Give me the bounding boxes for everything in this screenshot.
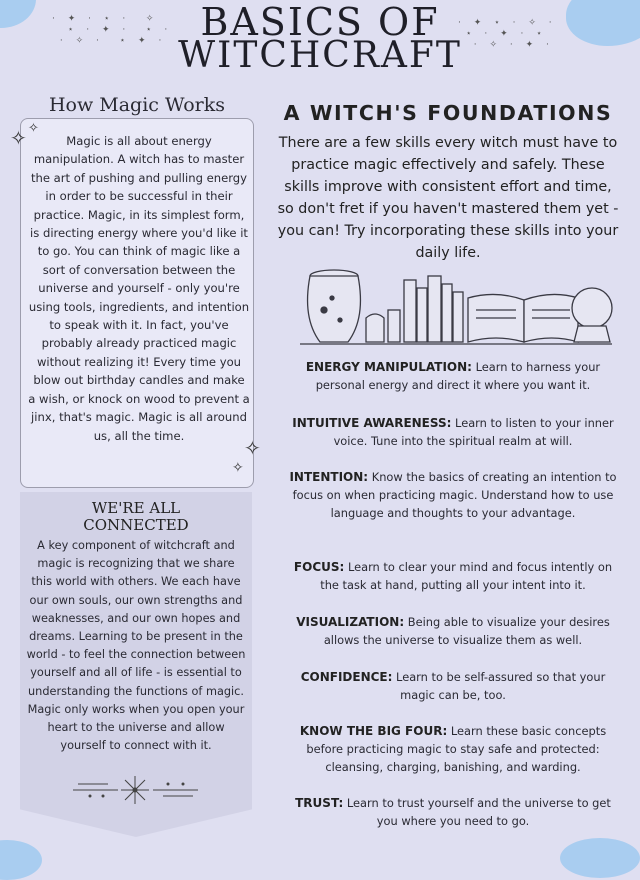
how-magic-works-heading: How Magic Works [48,94,226,116]
page-title-line-1: BASICS OF [200,0,440,44]
connected-banner-title [20,500,252,534]
skill-confidence: CONFIDENCE: Learn to be self-assured so that your magic can be, too. [300,670,606,702]
skill-intuitive-awareness: INTUITIVE AWARENESS: Learn to listen to your inner voice. Tune into the spiritual realm at will. [292,416,614,448]
sparkle-icon: ✧ [10,126,27,150]
connected-title-line-1: WE'RE ALL [91,499,181,517]
skill-visualization: VISUALIZATION: Being able to visualize your desires allows the universe to visualize them as well. [296,615,610,647]
star-cluster-icon: · ✦ ⋆ · ✧ · ⋆ · ✦ · ⋆ · ✧ · ✦ · [458,18,557,50]
how-magic-works-text: Magic is all about energy manipulation. A witch has to master the art of pushing and pulling energy in order to be successful in their practice. Magic, in its simplest form, is directing energy where you'd like it to go. You can think of magic like a sort of conversation between the universe and yourself - only you're using tools, ingredients, and intention to speak with it. In fact, you've probably already practiced magic without realizing it! Every time you blow out birthday candles and make a wish, or knock on wood to prevent a jinx, that's magic. Magic is all around us, all the time. [28,134,250,443]
decor-blob-top-left [0,0,36,28]
star-cluster-icon: · ✦ · ⋆ · ✧ ⋆ · ✦ · ⋆ · · ✧ · ⋆ ✦ · [52,14,173,46]
skill-trust: TRUST: Learn to trust yourself and the universe to get you where you need to go. [295,796,611,828]
witch-foundations-intro: There are a few skills every witch must have to practice magic effectively and safely. These skills improve with consistent effort and time, so don't fret if you haven't mastered them yet - you can! Try incorporating these skills into your daily life. [277,135,619,261]
sparkle-icon: ✧ [28,121,39,136]
sparkle-icon: ✧ [244,436,261,460]
connected-title-line-2: CONNECTED [83,516,189,534]
skill-intention: INTENTION: Know the basics of creating an intention to focus on when practicing magic. Understand how to use language and thoughts to your advantage. [289,470,617,520]
witch-tools-illustration-icon [296,258,616,354]
star-divider-ornament-icon [68,774,203,806]
witch-foundations-heading: A WITCH'S FOUNDATIONS [283,101,613,125]
decor-blob-top-right [566,0,640,46]
decor-blob-bottom-right [560,838,640,878]
connected-banner-text: A key component of witchcraft and magic is recognizing that we share this world with others. We each have our own souls, our own strengths and weaknesses, and our own hopes and dreams. Learning to be present in the world - to feel the connection between yourself and all of life - is essential to understanding the functions of magic. Magic only works when you open your heart to the universe and allow yourself to connect with it. [26,539,246,753]
page-title-line-2: WITCHCRAFT [178,35,462,76]
skill-energy-manipulation: ENERGY MANIPULATION: Learn to harness your personal energy and direct it where you want it. [305,360,601,392]
decor-blob-bottom-left [0,840,42,880]
sparkle-icon: ✧ [232,460,244,476]
skill-focus: FOCUS: Learn to clear your mind and focus intently on the task at hand, putting all your intent into it. [293,560,613,592]
skill-know-the-big-four: KNOW THE BIG FOUR: Learn these basic concepts before practicing magic to stay safe and protected: cleansing, charging, banishing, and warding. [299,724,607,774]
